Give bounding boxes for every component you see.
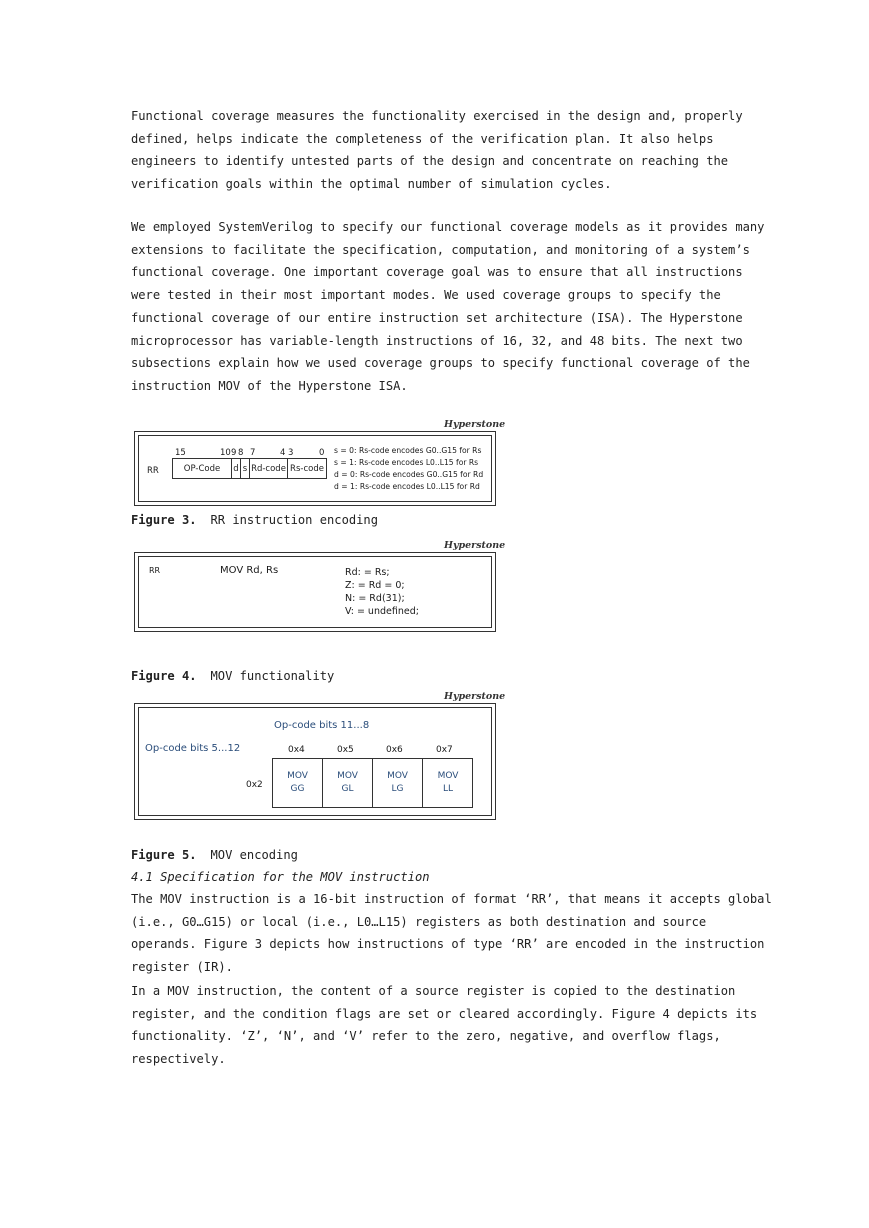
figure3-caption-number: Figure 3. <box>131 513 197 527</box>
semantic-line: Rd: = Rs; <box>345 567 390 578</box>
text-line: respectively. <box>131 1052 226 1067</box>
field-s: s <box>240 458 250 479</box>
figure4-caption <box>131 666 334 686</box>
figure4-inner-frame <box>138 556 492 628</box>
figure5-caption-number: Figure 5. <box>131 848 197 862</box>
figure5-mov-encoding <box>134 703 496 820</box>
column-header: 0x6 <box>386 745 403 755</box>
figure4-caption-text: MOV functionality <box>210 669 335 683</box>
text-line: register, and the condition flags are set or cleared accordingly. Figure 4 depicts its <box>131 1006 758 1021</box>
text-line: register (IR). <box>131 960 233 975</box>
text-line: verification goals within the optimal number of simulation cycles. <box>131 177 612 192</box>
figure5-left-label: Op-code bits 5...12 <box>145 743 241 754</box>
column-header: 0x5 <box>337 745 354 755</box>
figure4-caption-number: Figure 4. <box>131 669 197 683</box>
text-line: operands. Figure 3 depicts how instructions of type ‘RR’ are encoded in the instruction <box>131 937 765 952</box>
paragraph-systemverilog <box>131 216 765 398</box>
figure5-caption <box>131 845 298 865</box>
mov-cell-op: MOV <box>387 771 408 781</box>
figure3-caption <box>131 510 378 530</box>
section-heading: 4.1 Specification for the MOV instruction <box>131 870 430 884</box>
figure5-inner-frame <box>138 707 492 816</box>
bit-label: 10 <box>220 448 231 458</box>
paragraph-functional-coverage <box>131 105 741 196</box>
semantic-line: N: = Rd(31); <box>345 593 405 604</box>
text-line: instruction MOV of the Hyperstone ISA. <box>131 378 408 393</box>
encoding-note: s = 0: Rs-code encodes G0..G15 for Rs <box>334 446 482 455</box>
field-rs-code: Rs-code <box>287 458 327 479</box>
text-line: functionality. ‘Z’, ‘N’, and ‘V’ refer to the zero, negative, and overflow flags, <box>131 1029 721 1044</box>
text-line: We employed SystemVerilog to specify our functional coverage models as it provides many <box>131 220 765 234</box>
figure4-instruction: MOV Rd, Rs <box>220 565 279 576</box>
mov-cell-mode: LL <box>442 784 454 794</box>
field-rd-code: Rd-code <box>249 458 288 479</box>
figure5-brand-logo: Hyperstone <box>444 691 506 702</box>
semantic-line: V: = undefined; <box>345 606 419 617</box>
bit-label: 8 <box>238 448 244 458</box>
bit-label: 4 <box>280 448 286 458</box>
encoding-note: d = 1: Rs-code encodes L0..L15 for Rd <box>334 482 480 491</box>
field-opcode: OP-Code <box>172 458 232 479</box>
bit-label: 0 <box>319 448 325 458</box>
figure3-caption-text: RR instruction encoding <box>210 513 378 527</box>
text-line: In a MOV instruction, the content of a source register is copied to the destination <box>131 984 736 998</box>
mov-cell-op: MOV <box>287 771 308 781</box>
figure4-brand-logo: Hyperstone <box>444 540 506 551</box>
bit-label: 15 <box>175 448 186 458</box>
text-line: Functional coverage measures the functionality exercised in the design and, properly <box>131 109 743 123</box>
paragraph-mov-format <box>131 888 772 979</box>
bit-label: 9 <box>231 448 237 458</box>
text-line: were tested in their most important modes. We used coverage groups to specify the <box>131 288 721 303</box>
column-header: 0x7 <box>436 745 453 755</box>
mov-cell-mode: LG <box>391 784 404 794</box>
text-line: functional coverage of our entire instruction set architecture (ISA). The Hyperstone <box>131 310 743 325</box>
figure3-format-label: RR <box>147 466 159 476</box>
encoding-note: s = 1: Rs-code encodes L0..L15 for Rs <box>334 458 479 467</box>
mov-cell-lg <box>373 759 423 807</box>
field-d: d <box>231 458 241 479</box>
figure5-top-label: Op-code bits 11...8 <box>274 720 370 731</box>
figure3-inner-frame <box>138 435 492 502</box>
encoding-note: d = 0: Rs-code encodes G0..G15 for Rd <box>334 470 484 479</box>
column-header: 0x4 <box>288 745 305 755</box>
mov-cell-mode: GL <box>341 784 354 794</box>
mov-cell-op: MOV <box>337 771 358 781</box>
figure3-rr-encoding <box>134 431 496 506</box>
text-line: The MOV instruction is a 16-bit instruction of format ‘RR’, that means it accepts global <box>131 892 772 906</box>
text-line: subsections explain how we used coverage groups to specify functional coverage of the <box>131 356 750 371</box>
text-line: engineers to identify untested parts of the design and concentrate on reaching the <box>131 154 729 169</box>
paragraph-mov-semantics <box>131 980 758 1071</box>
semantic-line: Z: = Rd = 0; <box>345 580 405 591</box>
mov-encoding-grid <box>272 758 473 808</box>
bit-label: 7 <box>250 448 256 458</box>
mov-cell-op: MOV <box>437 771 459 781</box>
text-line: (i.e., G0…G15) or local (i.e., L0…L15) registers as both destination and source <box>131 914 707 929</box>
text-line: extensions to facilitate the specification, computation, and monitoring of a system’s <box>131 242 750 257</box>
mov-cell-ll <box>423 759 473 807</box>
bit-label: 3 <box>288 448 294 458</box>
mov-cell-mode: GG <box>290 784 305 794</box>
figure5-caption-text: MOV encoding <box>210 848 298 862</box>
figure4-mov-functionality <box>134 552 496 632</box>
figure3-brand-logo: Hyperstone <box>444 419 506 430</box>
mov-cell-gl <box>323 759 373 807</box>
text-line: defined, helps indicate the completeness of the verification plan. It also helps <box>131 131 714 146</box>
row-label: 0x2 <box>246 780 263 790</box>
figure4-format-label: RR <box>149 566 161 575</box>
text-line: microprocessor has variable-length instructions of 16, 32, and 48 bits. The next two <box>131 333 743 348</box>
mov-cell-gg <box>273 759 323 807</box>
text-line: functional coverage. One important coverage goal was to ensure that all instructions <box>131 265 743 280</box>
